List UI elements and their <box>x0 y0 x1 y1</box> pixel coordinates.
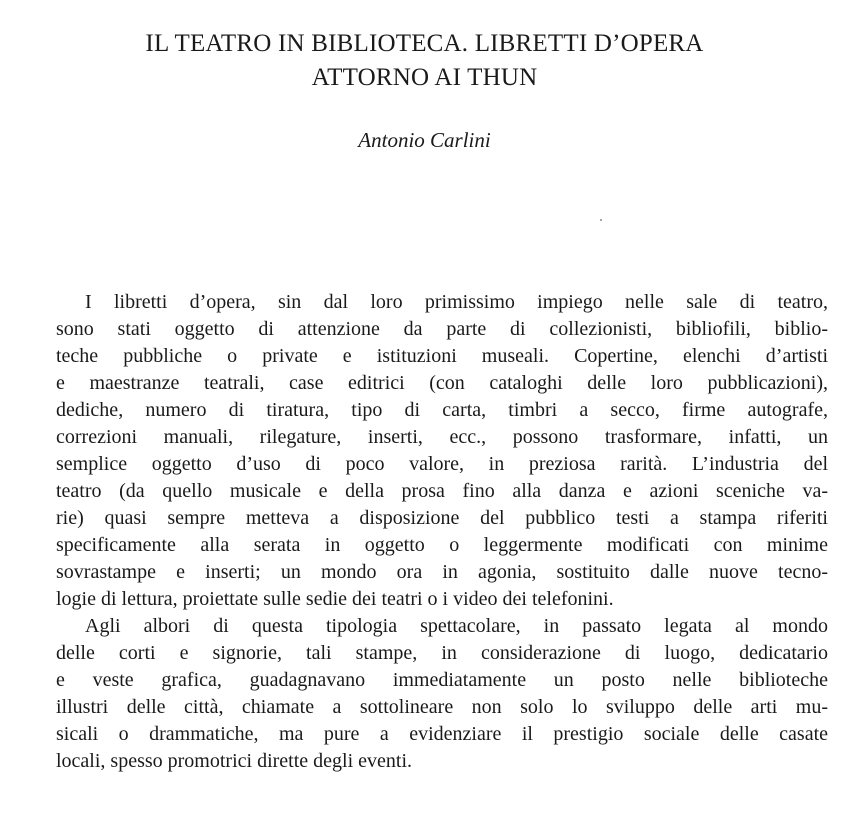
text-line: delle corti e signorie, tali stampe, in considerazione di luogo, dedicatario <box>56 642 828 664</box>
text-line: logie di lettura, proiettate sulle sedie dei teatri o i video dei telefonini. <box>56 588 614 610</box>
text-line: dediche, numero di tiratura, tipo di carta, timbri a secco, firme autografe, <box>56 399 828 421</box>
text-line: e veste grafica, guadagnavano immediatamente un posto nelle biblioteche <box>56 669 828 691</box>
text-line: e maestranze teatrali, case editrici (con cataloghi delle loro pubblicazioni), <box>56 372 828 394</box>
print-speck <box>600 219 602 221</box>
text-line: teatro (da quello musicale e della prosa fino alla danza e azioni sceniche va- <box>56 480 828 502</box>
text-line: Agli albori di questa tipologia spettacolare, in passato legata al mondo <box>85 615 828 637</box>
text-line: semplice oggetto d’uso di poco valore, in preziosa rarità. L’industria del <box>56 453 828 475</box>
text-line: specificamente alla serata in oggetto o leggermente modificati con minime <box>56 534 828 556</box>
text-line: sicali o drammatiche, ma pure a evidenziare il prestigio sociale delle casate <box>56 723 828 745</box>
text-line: illustri delle città, chiamate a sottolineare non solo lo sviluppo delle arti mu- <box>56 696 828 718</box>
text-line: sono stati oggetto di attenzione da parte di collezionisti, bibliofili, biblio- <box>56 318 828 340</box>
text-line: sovrastampe e inserti; un mondo ora in agonia, sostituito dalle nuove tecno- <box>56 561 828 583</box>
text-line: I libretti d’opera, sin dal loro primissimo impiego nelle sale di teatro, <box>85 291 828 313</box>
text-line: teche pubbliche o private e istituzioni museali. Copertine, elenchi d’artisti <box>56 345 828 367</box>
title-line-1: IL TEATRO IN BIBLIOTECA. LIBRETTI D’OPERA <box>145 30 704 57</box>
author-name: Antonio Carlini <box>358 128 491 152</box>
text-line: rie) quasi sempre metteva a disposizione del pubblico testi a stampa riferiti <box>56 507 828 529</box>
text-line: correzioni manuali, rilegature, inserti, ecc., possono trasformare, infatti, un <box>56 426 828 448</box>
title-line-2: ATTORNO AI THUN <box>311 64 538 91</box>
text-line: locali, spesso promotrici dirette degli eventi. <box>56 750 413 772</box>
